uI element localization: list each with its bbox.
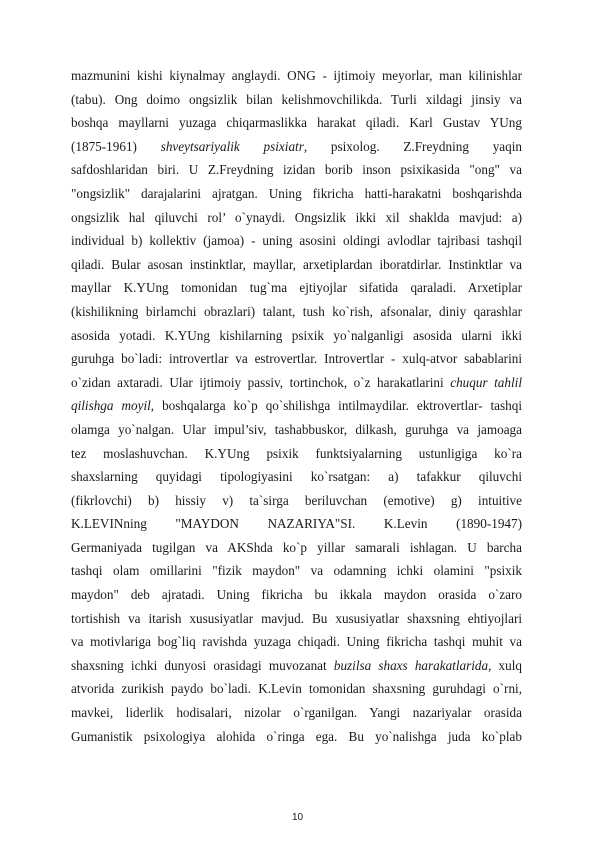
text-segment: , psixolog. Z.Freydning yaqin (303, 138, 522, 154)
text-line (71, 654, 522, 678)
text-line (71, 347, 522, 371)
text-segment: maydon" deb ajratadi. Uning fikricha bu ikkala maydon orasida o`zaro (71, 587, 522, 603)
text-segment: mavkei, liderlik hodisalari, nizolar o`rganilgan. Yangi nazariyalar orasida (71, 705, 522, 721)
text-segment: o`zidan axtaradi. Ular ijtimoiy passiv, tortinchok, o`z harakatlarini (71, 374, 451, 390)
text-segment: va motivlariga bog`liq ravishda yuzaga chiqadi. Uning fikricha tashqi muhit va (71, 634, 522, 650)
text-line (71, 371, 522, 395)
text-segment: (tabu). Ong doimo ongsizlik bilan kelishmovchilikda. Turli xildagi jinsiy va (71, 91, 522, 107)
text-line (71, 111, 522, 135)
text-line (71, 300, 522, 324)
text-line (71, 512, 522, 536)
text-segment: guruhga bo`ladi: introvertlar va estrovertlar. Introvertlar - xulq-atvor sabablarini (71, 351, 522, 367)
text-segment: tez moslashuvchan. K.YUng psixik funktsiyalarning ustunligiga ko`ra (71, 445, 522, 461)
italic-text: chuqur tahlil (450, 374, 522, 390)
text-line (71, 64, 522, 88)
text-segment: K.LEVINning "MAYDON NAZARIYA"SI. K.Levin (1890-1947) (71, 516, 522, 532)
text-line (71, 536, 522, 560)
text-line (71, 324, 522, 348)
text-line (71, 677, 522, 701)
text-segment: atvorida zurikish paydo bo`ladi. K.Levin tomonidan shaxsning guruhdagi o`rni, (71, 681, 522, 697)
text-line (71, 253, 522, 277)
text-segment: boshqa mayllarni yuzaga chiqarmaslikka harakat qiladi. Karl Gustav YUng (71, 115, 522, 131)
text-line (71, 158, 522, 182)
text-line (71, 630, 522, 654)
text-line (71, 607, 522, 631)
italic-text: shveytsariyalik psixiatr (160, 138, 304, 154)
page-number: 10 (291, 812, 304, 823)
text-line (71, 88, 522, 112)
text-segment: tortishish va itarish xususiyatlar mavjud. Bu xususiyatlar shaxsning ehtiyojlari (71, 610, 522, 626)
text-segment: olamga yo`nalgan. Ular impul’siv, tashabbuskor, dilkash, guruhga va jamoaga (71, 421, 522, 437)
italic-text: buzilsa shaxs harakatlarida (333, 657, 489, 673)
text-line (71, 276, 522, 300)
text-segment: ongsizlik hal qiluvchi rol’ o`ynaydi. Ongsizlik ikki xil shaklda mavjud: a) (71, 209, 522, 225)
text-line (71, 206, 522, 230)
text-line (71, 182, 522, 206)
text-segment: qiladi. Bular asosan instinktlar, mayllar, arxetiplardan iboratdirlar. Instinktlar va (71, 256, 522, 272)
text-segment: Germaniyada tugilgan va AKShda ko`p yillar samarali ishlagan. U barcha (71, 539, 522, 555)
text-line (71, 583, 522, 607)
text-segment: safdoshlaridan biri. U Z.Freydning izidan borib inson psixikasida "ong" va (71, 162, 522, 178)
text-line (71, 701, 522, 725)
text-segment: asosida yotadi. K.YUng kishilarning psixik yo`nalganligi asosida ularni ikki (71, 327, 522, 343)
text-segment: shaxsning ichki dunyosi orasidagi muvozanat (71, 657, 334, 673)
text-segment: , boshqalarga ko`p qo`shilishga intilmaydilar. ektrovertlar- tashqi (150, 398, 522, 414)
text-segment: shaxslarning quyidagi tipologiyasini ko`rsatgan: a) tafakkur qiluvchi (71, 469, 522, 485)
text-segment: tashqi olam omillarini "fizik maydon" va odamning ichki olamini "psixik (71, 563, 522, 579)
text-line (71, 725, 522, 749)
text-line (71, 465, 522, 489)
text-line (71, 229, 522, 253)
italic-text: qilishga moyil (71, 398, 151, 414)
text-line (71, 489, 522, 513)
text-line (71, 559, 522, 583)
text-line (71, 442, 522, 466)
text-segment: , xulq (488, 657, 522, 673)
text-segment: (kishilikning birlamchi obrazlari) talant, tush ko`rish, afsonalar, diniy qarashlar (71, 303, 522, 319)
text-segment: (fikrlovchi) b) hissiy v) ta`sirga beriluvchan (emotive) g) intuitive (71, 492, 522, 508)
text-line (71, 394, 522, 418)
text-line (71, 135, 522, 159)
text-segment: individual b) kollektiv (jamoa) - uning asosini oldingi avlodlar tajribasi tashqil (71, 233, 522, 249)
text-segment: mazmunini kishi kiynalmay anglaydi. ONG - ijtimoiy meyorlar, man kilinishlar (71, 68, 522, 83)
body-text (71, 64, 522, 748)
text-segment: Gumanistik psixologiya alohida o`ringa ega. Bu yo`nalishga juda ko`plab (71, 728, 522, 744)
text-segment: "ongsizlik" darajalarini ajratgan. Uning fikricha hatti-harakatni boshqarishda (71, 185, 522, 201)
text-segment: (1875-1961) (71, 138, 161, 154)
text-segment: mayllar K.YUng tomonidan tug`ma ejtiyojlar sifatida qaraladi. Arxetiplar (71, 280, 522, 296)
text-line (71, 418, 522, 442)
